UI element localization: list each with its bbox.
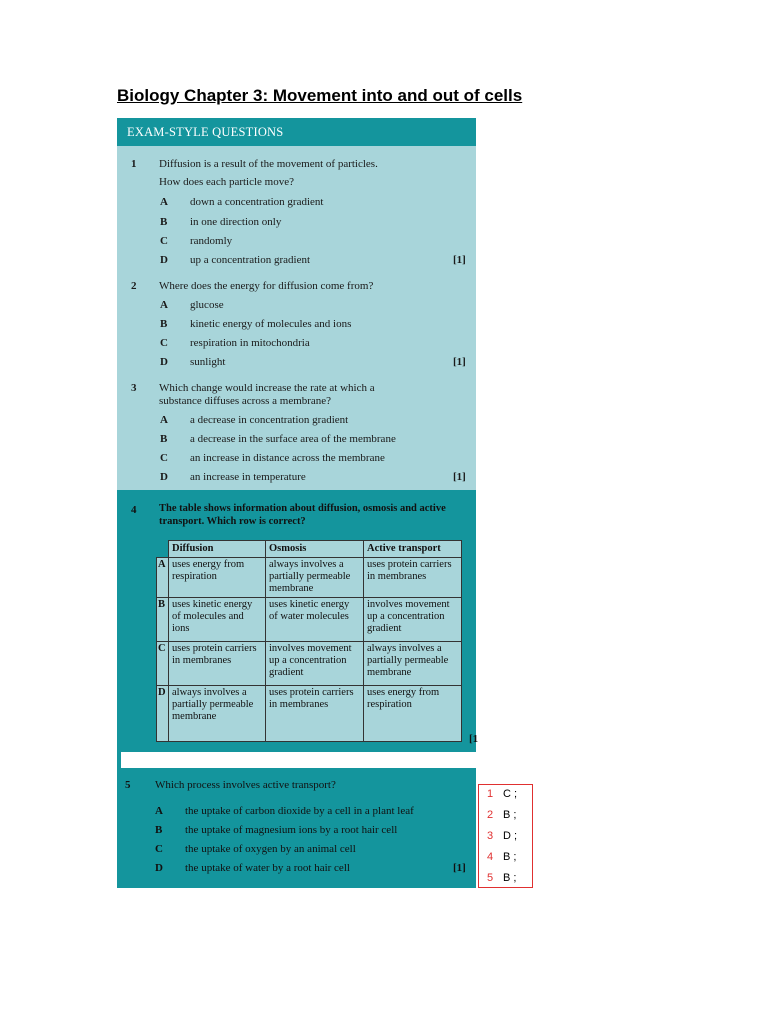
question-5-panel: 5 Which process involves active transport? A the uptake of carbon dioxide by a cell in a plant leaf B the uptake of magnesium ions by a root hair cell C the uptake of oxygen by an animal cell D the uptake of water by a root hair cell [1] [117, 768, 476, 888]
questions-panel-light: 1 Diffusion is a result of the movement of particles. How does each particle move? A down a concentration gradient B in one direction only C randomly D up a concentration gradient [1] 2 Where does the energy for diffusion come from? A glucose B kinetic energy of molecules and ions C respiration in mitochondria D sunlight [1] 3 Which change would increase the rate at which a substance diffuses across a membrane? A a decrease in concentration gradient B a decrease in the surface area of the membrane C an increase in distance across the membrane D an increase in temperature [1] [117, 146, 476, 490]
answer-item: 4 B ; [487, 851, 517, 863]
table-row [157, 558, 462, 598]
question-text: How does each particle move? [159, 176, 294, 188]
question-text: transport. Which row is correct? [159, 516, 306, 527]
answer-item: 3 D ; [487, 830, 518, 842]
row-letter: C [157, 642, 169, 686]
table-cell: uses kinetic energy of molecules and ions [169, 598, 266, 642]
answer-item: 1 C ; [487, 788, 518, 800]
table-cell: involves movement up a concentration gradient [364, 598, 462, 642]
question-number: 5 [125, 779, 131, 791]
table-row [157, 686, 462, 742]
question-text: The table shows information about diffusion, osmosis and active [159, 503, 446, 514]
question-text: Which process involves active transport? [155, 779, 336, 791]
mark-label: [1] [453, 356, 466, 368]
question-text: Diffusion is a result of the movement of particles. [159, 158, 378, 170]
table-cell: uses energy from respiration [364, 686, 462, 742]
table-corner [157, 541, 169, 558]
page-title: Biology Chapter 3: Movement into and out of cells [117, 86, 523, 105]
table-cell: always involves a partially permeable membrane [169, 686, 266, 742]
table-cell: involves movement up a concentration gradient [266, 642, 364, 686]
table-cell: uses protein carriers in membranes [266, 686, 364, 742]
table-header-row [157, 541, 462, 558]
table-row [157, 642, 462, 686]
mark-label: [1] [453, 862, 466, 874]
section-header: EXAM-STYLE QUESTIONS [117, 118, 476, 146]
question-text: substance diffuses across a membrane? [159, 395, 332, 407]
question-text: Where does the energy for diffusion come from? [159, 280, 374, 292]
table-header: Active transport [364, 541, 462, 558]
table-header: Diffusion [169, 541, 266, 558]
table-cell: uses protein carriers in membranes [169, 642, 266, 686]
mark-label: [1] [453, 471, 466, 483]
question-number: 2 [131, 280, 137, 292]
row-letter: B [157, 598, 169, 642]
table-cell: uses protein carriers in membranes [364, 558, 462, 598]
question-number: 3 [131, 382, 137, 394]
comparison-table [156, 540, 462, 742]
table-row [157, 598, 462, 642]
table-cell: uses energy from respiration [169, 558, 266, 598]
row-letter: D [157, 686, 169, 742]
answer-item: 2 B ; [487, 809, 517, 821]
table-cell: uses kinetic energy of water molecules [266, 598, 364, 642]
mark-label: [1] [453, 254, 466, 266]
mark-label: [1 [469, 733, 479, 745]
question-number: 1 [131, 158, 137, 170]
question-text: Which change would increase the rate at which a [159, 382, 375, 394]
table-cell: always involves a partially permeable membrane [364, 642, 462, 686]
row-letter: A [157, 558, 169, 598]
table-cell: always involves a partially permeable membrane [266, 558, 364, 598]
answer-key-box [478, 784, 533, 888]
question-number: 4 [131, 504, 137, 516]
table-header: Osmosis [266, 541, 364, 558]
answer-item: 5 B ; [487, 872, 517, 884]
